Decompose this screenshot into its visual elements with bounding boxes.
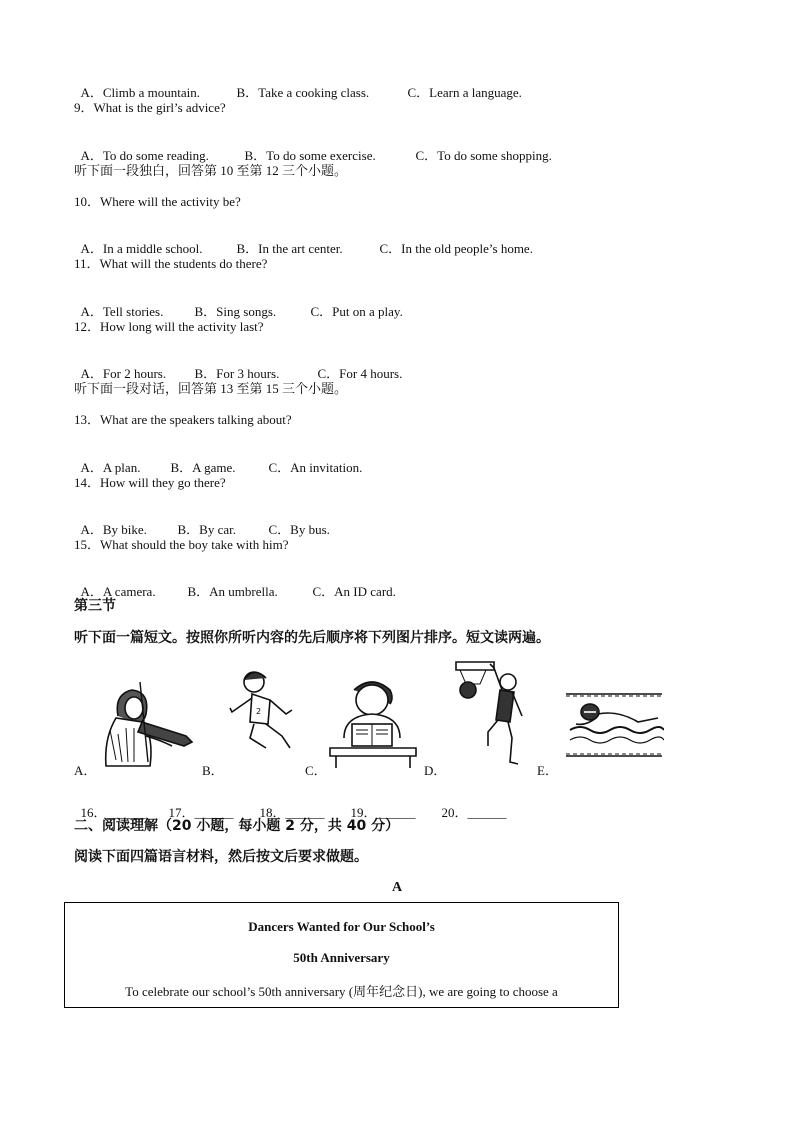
instruction-10-12: 听下面一段独白，回答第 10 至第 12 三个小题。 [74, 163, 348, 178]
q12-question: 12．How long will the activity last? [74, 319, 264, 334]
blank-18[interactable]: 18．______ [259, 805, 325, 820]
violin-player-icon [96, 678, 202, 770]
swimmer-icon [564, 690, 664, 762]
q15-options [74, 568, 396, 600]
section3-instruction: 听下面一篇短文。按照你所听内容的先后顺序将下列图片排序。短文读两遍。 [74, 630, 550, 646]
q14-option-b: B．By car. [177, 522, 236, 537]
reading-boy-icon [324, 676, 422, 768]
blank-17[interactable]: 17．______ [168, 805, 234, 820]
q11-option-c: C．Put on a play. [310, 304, 403, 319]
q9-option-a: A．To do some reading. [80, 148, 209, 163]
blank-16[interactable]: 16．______ [80, 805, 146, 820]
q10-option-b: B．In the art center. [236, 241, 343, 256]
passage-label: A [392, 880, 403, 895]
q13-options [74, 444, 362, 476]
q14-option-a: A．By bike. [80, 522, 147, 537]
q11-question: 11．What will the students do there? [74, 256, 268, 271]
q15-question: 15．What should the boy take with him? [74, 537, 289, 552]
reading-heading: 二、阅读理解（20 小题，每小题 2 分，共 40 分） [74, 818, 400, 834]
q13-question: 13．What are the speakers talking about? [74, 412, 292, 427]
running-boy-icon [226, 668, 302, 760]
q10-question: 10．Where will the activity be? [74, 194, 241, 209]
blank-19[interactable]: 19．______ [350, 805, 416, 820]
blank-20[interactable]: 20．______ [441, 805, 507, 820]
q10-option-c: C．In the old people’s home. [379, 241, 533, 256]
q14-question: 14．How will they go there? [74, 475, 226, 490]
q8-options [74, 69, 522, 101]
q11-options [74, 288, 403, 320]
q9-question: 9．What is the girl’s advice? [74, 100, 226, 115]
q13-option-c: C．An invitation. [268, 460, 363, 475]
q8-option-a: A．Climb a mountain. [80, 85, 201, 100]
svg-text:2: 2 [256, 707, 262, 716]
q13-option-a: A．A plan. [80, 460, 141, 475]
q12-option-c: C．For 4 hours. [317, 366, 403, 381]
picture-label-a: A． [74, 763, 97, 778]
picture-label-c: C． [305, 763, 327, 778]
section3-heading: 第三节 [74, 598, 116, 614]
q15-option-b: B．An umbrella. [187, 584, 278, 599]
box-text: To celebrate our school’s 50th anniversary (周年纪念日), we are going to choose a [125, 984, 558, 999]
q15-option-c: C．An ID card. [312, 584, 396, 599]
q10-options [74, 225, 533, 257]
passage-box [64, 902, 619, 1008]
q12-option-a: A．For 2 hours. [80, 366, 167, 381]
box-title-line2: 50th Anniversary [293, 950, 390, 965]
q11-option-b: B．Sing songs. [194, 304, 277, 319]
answer-blanks [74, 789, 507, 821]
q14-option-c: C．By bus. [268, 522, 330, 537]
q8-option-c: C．Learn a language. [407, 85, 522, 100]
q8-option-b: B．Take a cooking class. [236, 85, 370, 100]
q9-option-c: C．To do some shopping. [415, 148, 552, 163]
q14-options [74, 506, 330, 538]
q13-option-b: B．A game. [170, 460, 236, 475]
q12-option-b: B．For 3 hours. [194, 366, 280, 381]
instruction-13-15: 听下面一段对话，回答第 13 至第 15 三个小题。 [74, 381, 348, 396]
q9-options [74, 132, 552, 164]
picture-label-b: B． [202, 763, 224, 778]
box-title-line1: Dancers Wanted for Our School’s [248, 919, 435, 934]
q10-option-a: A．In a middle school. [80, 241, 203, 256]
picture-label-d: D． [424, 763, 447, 778]
q12-options [74, 350, 402, 382]
q9-option-b: B．To do some exercise. [244, 148, 376, 163]
picture-label-e: E． [537, 763, 558, 778]
reading-instruction: 阅读下面四篇语言材料，然后按文后要求做题。 [74, 849, 368, 865]
basketball-player-icon [452, 660, 532, 766]
q11-option-a: A．Tell stories. [80, 304, 164, 319]
q15-option-a: A．A camera. [80, 584, 156, 599]
